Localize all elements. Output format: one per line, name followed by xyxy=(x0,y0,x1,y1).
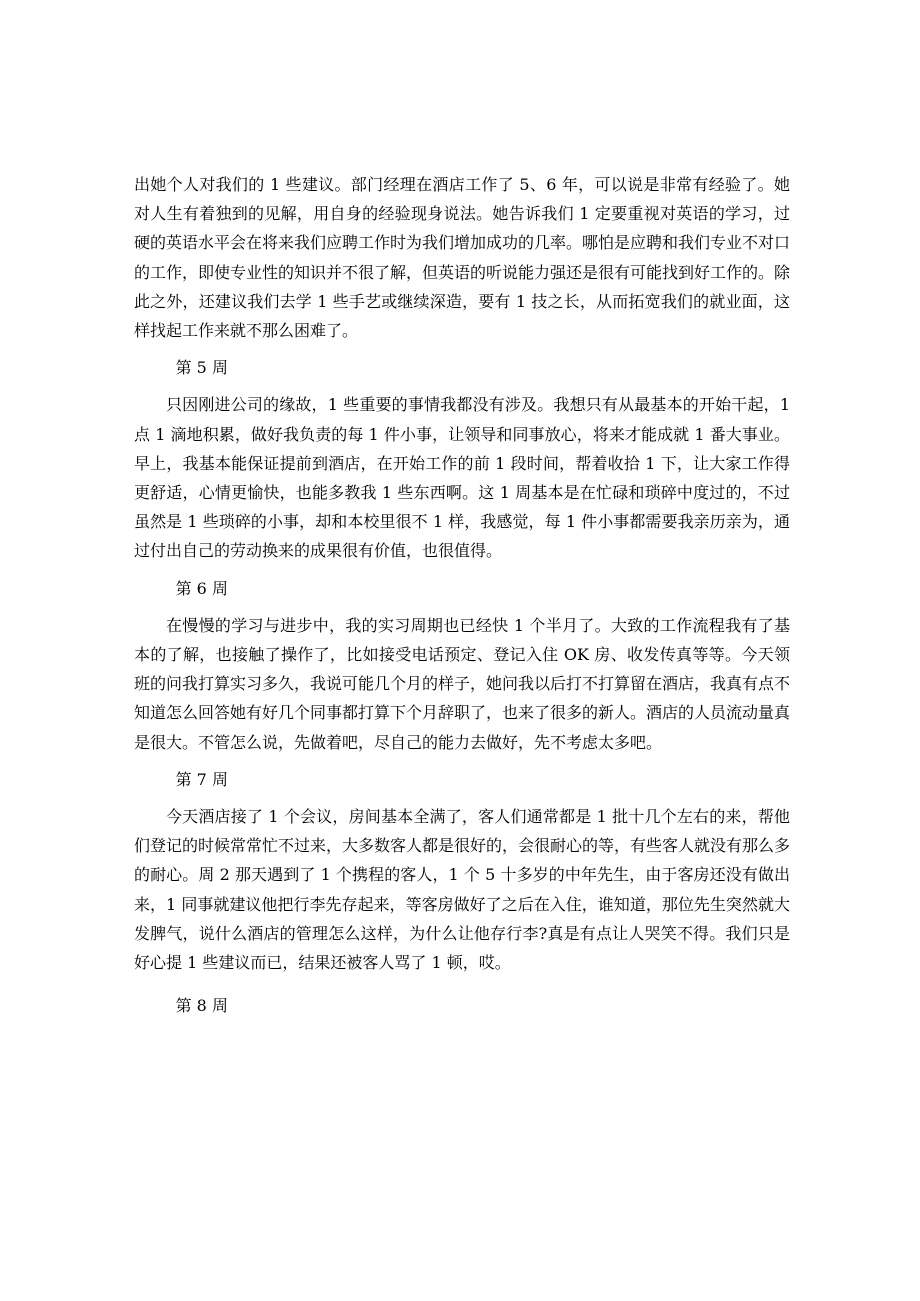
paragraph-week-5: 只因刚进公司的缘故，1 些重要的事情我都没有涉及。我想只有从最基本的开始干起，1 点 1 滴地积累，做好我负责的每 1 件小事，让领导和同事放心，将来才能成就 1 番大事业。早上，我基本能保证提前到酒店，在开始工作的前 1 段时间，帮着收拾 1 下，让大家工作得更舒适，心情更愉快，也能多教我 1 些东西啊。这 1 周基本是在忙碌和琐碎中度过的，不过虽然是 1 些琐碎的小事，却和本校里很不 1 样，我感觉，每 1 件小事都需要我亲历亲为，通过付出自己的劳动换来的成果很有价值，也很值得。 xyxy=(134,395,790,561)
paragraph-week-7: 今天酒店接了 1 个会议，房间基本全满了，客人们通常都是 1 批十几个左右的来，帮他们登记的时候常常忙不过来，大多数客人都是很好的，会很耐心的等，有些客人就没有那么多的耐心。周 2 那天遇到了 1 个携程的客人，1 个 5 十多岁的中年先生，由于客房还没有做出来，1 同事就建议他把行李先存起来，等客房做好了之后在入住，谁知道，那位先生突然就大发脾气，说什么酒店的管理怎么这样，为什么让他存行李?真是有点让人哭笑不得。我们只是好心提 1 些建议而已，结果还被客人骂了 1 顿，哎。 xyxy=(134,807,791,973)
heading-week-6: 第 6 周 xyxy=(175,578,228,598)
heading-week-5: 第 5 周 xyxy=(175,358,228,378)
paragraph-week-6: 在慢慢的学习与进步中，我的实习周期也已经快 1 个半月了。大致的工作流程我有了基本的了解，也接触了操作了，比如接受电话预定、登记入住 OK 房、收发传真等等。今天领班的问我打算实习多久，我说可能几个月的样子，她问我以后打不打算留在酒店，我真有点不知道怎么回答她有好几个同事都打算下个月辞职了，也来了很多的新人。酒店的人员流动量真是很大。不管怎么说，先做着吧，尽自己的能力去做好，先不考虑太多吧。 xyxy=(134,615,791,752)
heading-week-8: 第 8 周 xyxy=(175,996,228,1016)
heading-week-7: 第 7 周 xyxy=(175,769,228,789)
paragraph-advice: 出她个人对我们的 1 些建议。部门经理在酒店工作了 5、6 年，可以说是非常有经验了。她对人生有着独到的见解，用自身的经验现身说法。她告诉我们 1 定要重视对英语的学习，过硬的英语水平会在将来我们应聘工作时为我们增加成功的几率。哪怕是应聘和我们专业不对口的工作，即使专业性的知识并不很了解，但英语的听说能力强还是很有可能找到好工作的。除此之外，还建议我们去学 1 些手艺或继续深造，要有 1 技之长，从而拓宽我们的就业面，这样找起工作来就不那么困难了。 xyxy=(134,175,791,341)
document-body xyxy=(134,170,790,1020)
